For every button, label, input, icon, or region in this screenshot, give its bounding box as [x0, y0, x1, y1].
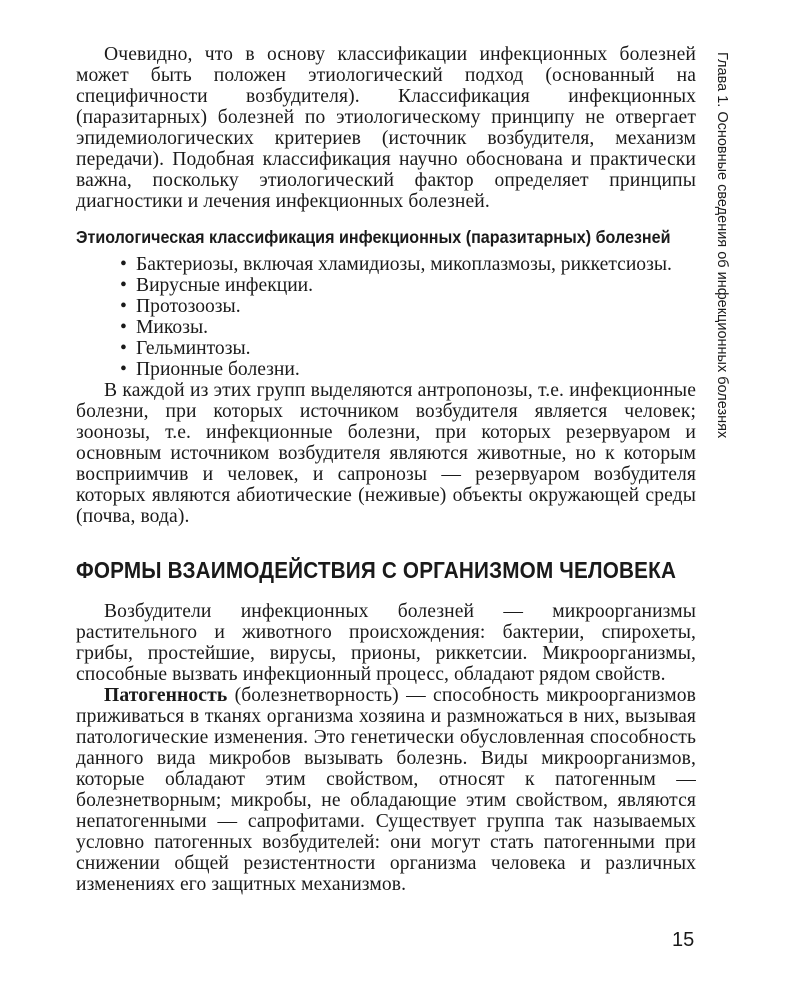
list-item: • Микозы. — [120, 317, 696, 338]
intro-paragraph: Очевидно, что в основу классификации инфекционных болезней может быть положен этиологический подход (основанный на специфичности возбудителя). Классификация инфекционных (паразитарных) болезней по этиологическому принципу не отвергает эпидемиологических критериев (источник возбудителя, механизм передачи). Подобная классификация научно обоснована и практически важна, поскольку этиологический фактор определяет принципы диагностики и лечения инфекционных болезней. — [76, 44, 696, 212]
section-title: ФОРМЫ ВЗАИМОДЕЙСТВИЯ С ОРГАНИЗМОМ ЧЕЛОВЕКА — [76, 557, 677, 583]
list-item: • Вирусные инфекции. — [120, 275, 696, 296]
pathogens-paragraph: Возбудители инфекционных болезней — микроорганизмы растительного и животного происхождения: бактерии, спирохеты, грибы, простейшие, вирусы, прионы, риккетсии. Микроорганизмы, способные вызвать инфекционный процесс, обладают рядом свойств. — [76, 601, 696, 685]
page-content — [76, 44, 696, 895]
classification-heading: Этиологическая классификация инфекционных (паразитарных) болезней — [76, 227, 671, 247]
list-item: • Гельминтозы. — [120, 338, 696, 359]
pathogenicity-paragraph — [76, 685, 696, 895]
classification-list — [76, 254, 696, 380]
running-title: Глава 1. Основные сведения об инфекционных болезнях — [714, 52, 730, 439]
list-item: • Бактериозы, включая хламидиозы, микоплазмозы, риккетсиозы. — [120, 254, 696, 275]
list-item: • Прионные болезни. — [120, 359, 696, 380]
pathogenicity-term: Патогенность — [104, 685, 228, 706]
page-number: 15 — [672, 929, 695, 951]
groups-paragraph: В каждой из этих групп выделяются антропонозы, т.е. инфекционные болезни, при которых источником возбудителя является человек; зоонозы, т.е. инфекционные болезни, при которых резервуаром и основным источником возбудителя являются животные, но к которым восприимчив и человек, и сапронозы — резервуаром возбудителя которых являются абиотические (неживые) объекты окружающей среды (почва, вода). — [76, 380, 696, 527]
pathogenicity-definition: (болезнетворность) — способность микроорганизмов приживаться в тканях организма хозяина и размножаться в них, вызывая патологические изменения. Это генетически обусловленная способность данного вида микробов вызывать болезнь. Виды микроорганизмов, которые обладают этим свойством, относят к патогенным — болезнетворным; микробы, не обладающие этим свойством, являются непатогенными — сапрофитами. Существует группа так называемых условно патогенных возбудителей: они могут стать патогенными при снижении общей резистентности организма человека и различных изменениях его защитных механизмов. — [76, 685, 696, 895]
list-item: • Протозоозы. — [120, 296, 696, 317]
